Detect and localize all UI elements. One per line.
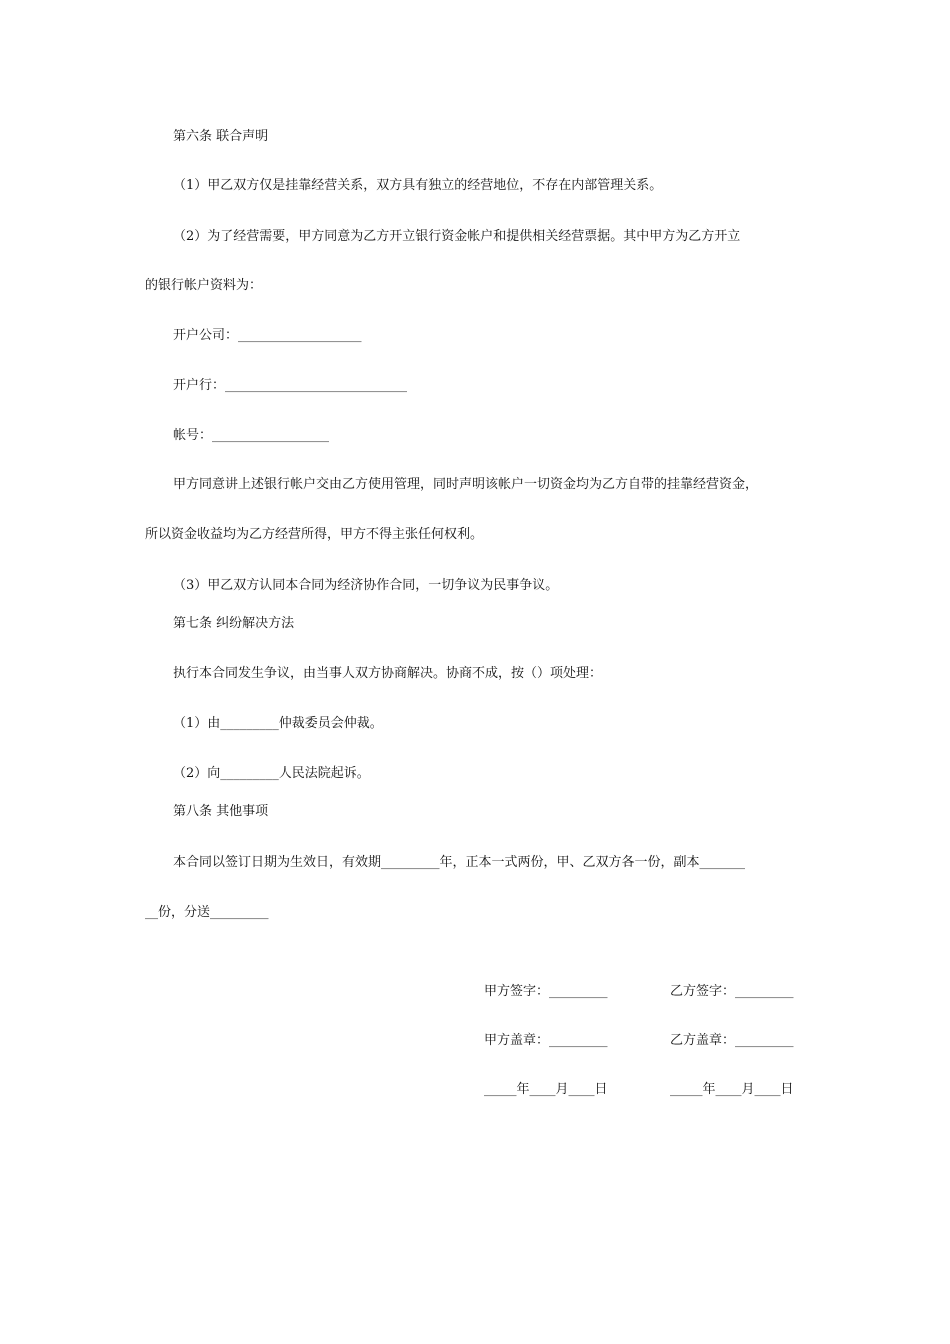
article-8-title: 第八条 其他事项 xyxy=(173,804,269,819)
party-b-seal-field: 乙方盖章：_________ xyxy=(670,1033,794,1048)
article-7-title: 第七条 纠纷解决方法 xyxy=(173,616,295,631)
article-6-clause-2-line-1: （2）为了经营需要，甲方同意为乙方开立银行资金帐户和提供相关经营票据。其中甲方为乙方开立 xyxy=(173,229,741,244)
party-a-seal-field: 甲方盖章：_________ xyxy=(484,1033,608,1048)
account-number-field: 帐号：__________________ xyxy=(173,428,330,443)
article-6-title: 第六条 联合声明 xyxy=(173,129,269,144)
agreement-paragraph-line-2: 所以资金收益均为乙方经营所得，甲方不得主张任何权利。 xyxy=(145,527,484,542)
article-7-intro: 执行本合同发生争议，由当事人双方协商解决。协商不成，按（）项处理： xyxy=(173,666,603,681)
account-bank-field: 开户行：____________________________ xyxy=(173,378,408,393)
article-6-clause-3: （3）甲乙双方认同本合同为经济协作合同，一切争议为民事争议。 xyxy=(173,578,559,593)
article-8-paragraph-line-2: __份，分送_________ xyxy=(145,905,269,920)
party-a-signature-field: 甲方签字：_________ xyxy=(484,984,608,999)
article-7-option-2: （2）向_________人民法院起诉。 xyxy=(173,766,370,781)
party-a-date-field: _____年____月____日 xyxy=(484,1082,608,1097)
article-8-paragraph-line-1: 本合同以签订日期为生效日，有效期_________年，正本一式两份，甲、乙双方各一份，副本_______ xyxy=(173,855,746,870)
article-7-option-1: （1）由_________仲裁委员会仲裁。 xyxy=(173,716,383,731)
account-company-field: 开户公司：___________________ xyxy=(173,328,362,343)
agreement-paragraph-line-1: 甲方同意讲上述银行帐户交由乙方使用管理，同时声明该帐户一切资金均为乙方自带的挂靠经营资金， xyxy=(173,477,759,492)
article-6-clause-2-line-2: 的银行帐户资料为： xyxy=(145,278,263,293)
party-b-signature-field: 乙方签字：_________ xyxy=(670,984,794,999)
article-6-clause-1: （1）甲乙双方仅是挂靠经营关系，双方具有独立的经营地位，不存在内部管理关系。 xyxy=(173,178,663,193)
party-b-date-field: _____年____月____日 xyxy=(670,1082,794,1097)
